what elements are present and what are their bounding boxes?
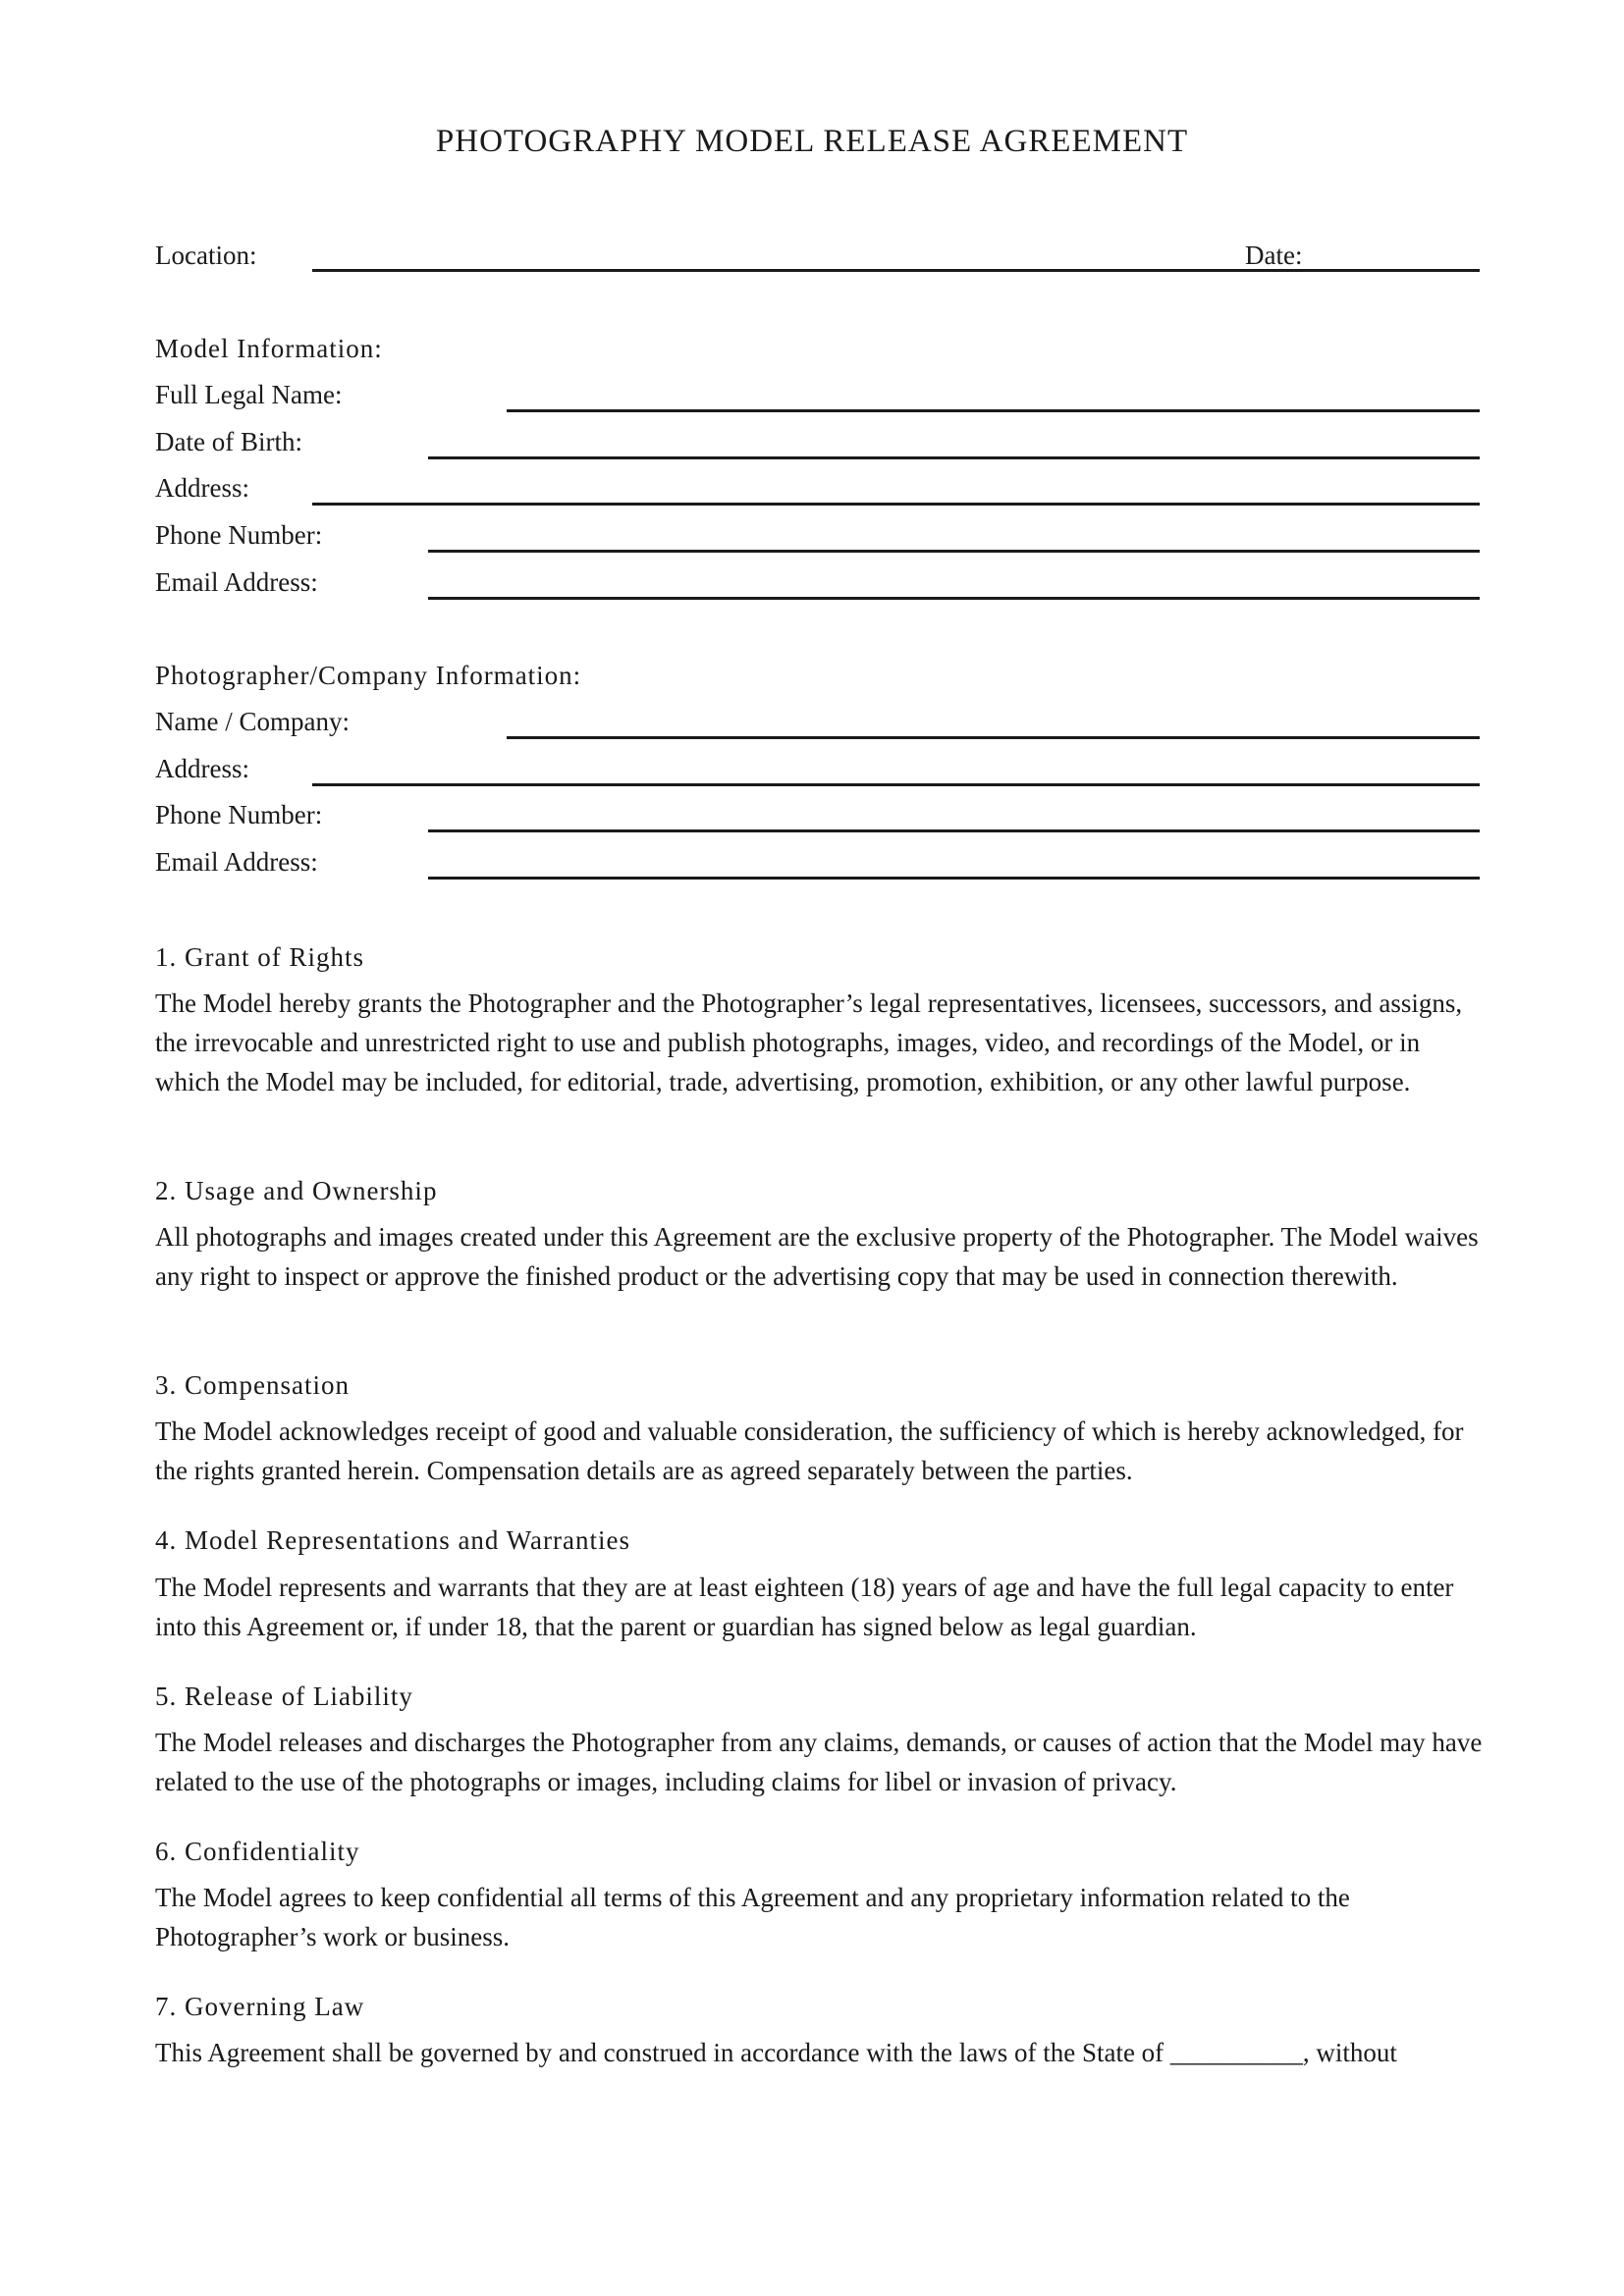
section-body: The Model represents and warrants that they are at least eighteen (18) years of age and have the full legal capacity to enter into this Agreement or, if under 18, that the parent or guardian has signed below as legal guardian. bbox=[155, 1573, 1454, 1641]
section-body: The Model hereby grants the Photographer and the Photographer’s legal representatives, licensees, successors, and assigns, the irrevocable and unrestricted right to use and publish photographs, images, video, and recordings of the Model, or in which the Model may be included, for editorial, trade, advertising, promotion, exhibition, or any other lawful purpose. bbox=[155, 988, 1463, 1096]
model-full-name-line[interactable] bbox=[507, 409, 1480, 412]
section-body: The Model releases and discharges the Photographer from any claims, demands, or causes of action that the Model may have related to the use of the photographs or images, including claims for libel or invasion of privacy. bbox=[155, 1728, 1483, 1796]
model-address-line[interactable] bbox=[312, 503, 1480, 506]
model-full-name-label: Full Legal Name: bbox=[155, 380, 343, 409]
photographer-phone-line[interactable] bbox=[428, 829, 1480, 832]
date-label: Date: bbox=[1245, 240, 1303, 270]
photographer-info-heading: Photographer/Company Information: bbox=[155, 661, 582, 690]
photographer-name-line[interactable] bbox=[507, 736, 1480, 739]
model-dob-line[interactable] bbox=[428, 456, 1480, 459]
model-phone-line[interactable] bbox=[428, 550, 1480, 553]
model-dob-label: Date of Birth: bbox=[155, 427, 302, 456]
model-email-label: Email Address: bbox=[155, 567, 318, 597]
section-heading: 4. Model Representations and Warranties bbox=[155, 1525, 630, 1555]
photographer-name-label: Name / Company: bbox=[155, 707, 350, 736]
model-address-label: Address: bbox=[155, 473, 249, 503]
location-field-line[interactable] bbox=[312, 269, 1233, 272]
section-heading: 5. Release of Liability bbox=[155, 1682, 413, 1711]
location-label: Location: bbox=[155, 240, 257, 270]
model-info-heading: Model Information: bbox=[155, 334, 383, 363]
photographer-email-line[interactable] bbox=[428, 877, 1480, 880]
section-heading: 3. Compensation bbox=[155, 1370, 350, 1400]
section-body: This Agreement shall be governed by and construed in accordance with the laws of the State of __________, without bbox=[155, 2038, 1397, 2067]
photographer-address-label: Address: bbox=[155, 754, 249, 783]
section-body: The Model acknowledges receipt of good and valuable consideration, the sufficiency of which is hereby acknowledged, for the rights granted herein. Compensation details are as agreed separately between the parties. bbox=[155, 1416, 1464, 1485]
photographer-phone-label: Phone Number: bbox=[155, 800, 323, 829]
model-phone-label: Phone Number: bbox=[155, 520, 323, 550]
photographer-address-line[interactable] bbox=[312, 783, 1480, 786]
document-title: PHOTOGRAPHY MODEL RELEASE AGREEMENT bbox=[435, 124, 1189, 159]
section-body: The Model agrees to keep confidential all terms of this Agreement and any proprietary information related to the Photographer’s work or business. bbox=[155, 1883, 1350, 1951]
section-heading: 6. Confidentiality bbox=[155, 1837, 360, 1866]
model-email-line[interactable] bbox=[428, 597, 1480, 600]
section-heading: 1. Grant of Rights bbox=[155, 942, 364, 972]
date-field-line[interactable] bbox=[1233, 269, 1480, 272]
section-heading: 2. Usage and Ownership bbox=[155, 1176, 438, 1205]
photographer-email-label: Email Address: bbox=[155, 847, 318, 877]
section-heading: 7. Governing Law bbox=[155, 1992, 365, 2021]
section-body: All photographs and images created under this Agreement are the exclusive property of the Photographer. The Model waives any right to inspect or approve the finished product or the advertising copy that may be used in connection therewith. bbox=[155, 1222, 1479, 1291]
